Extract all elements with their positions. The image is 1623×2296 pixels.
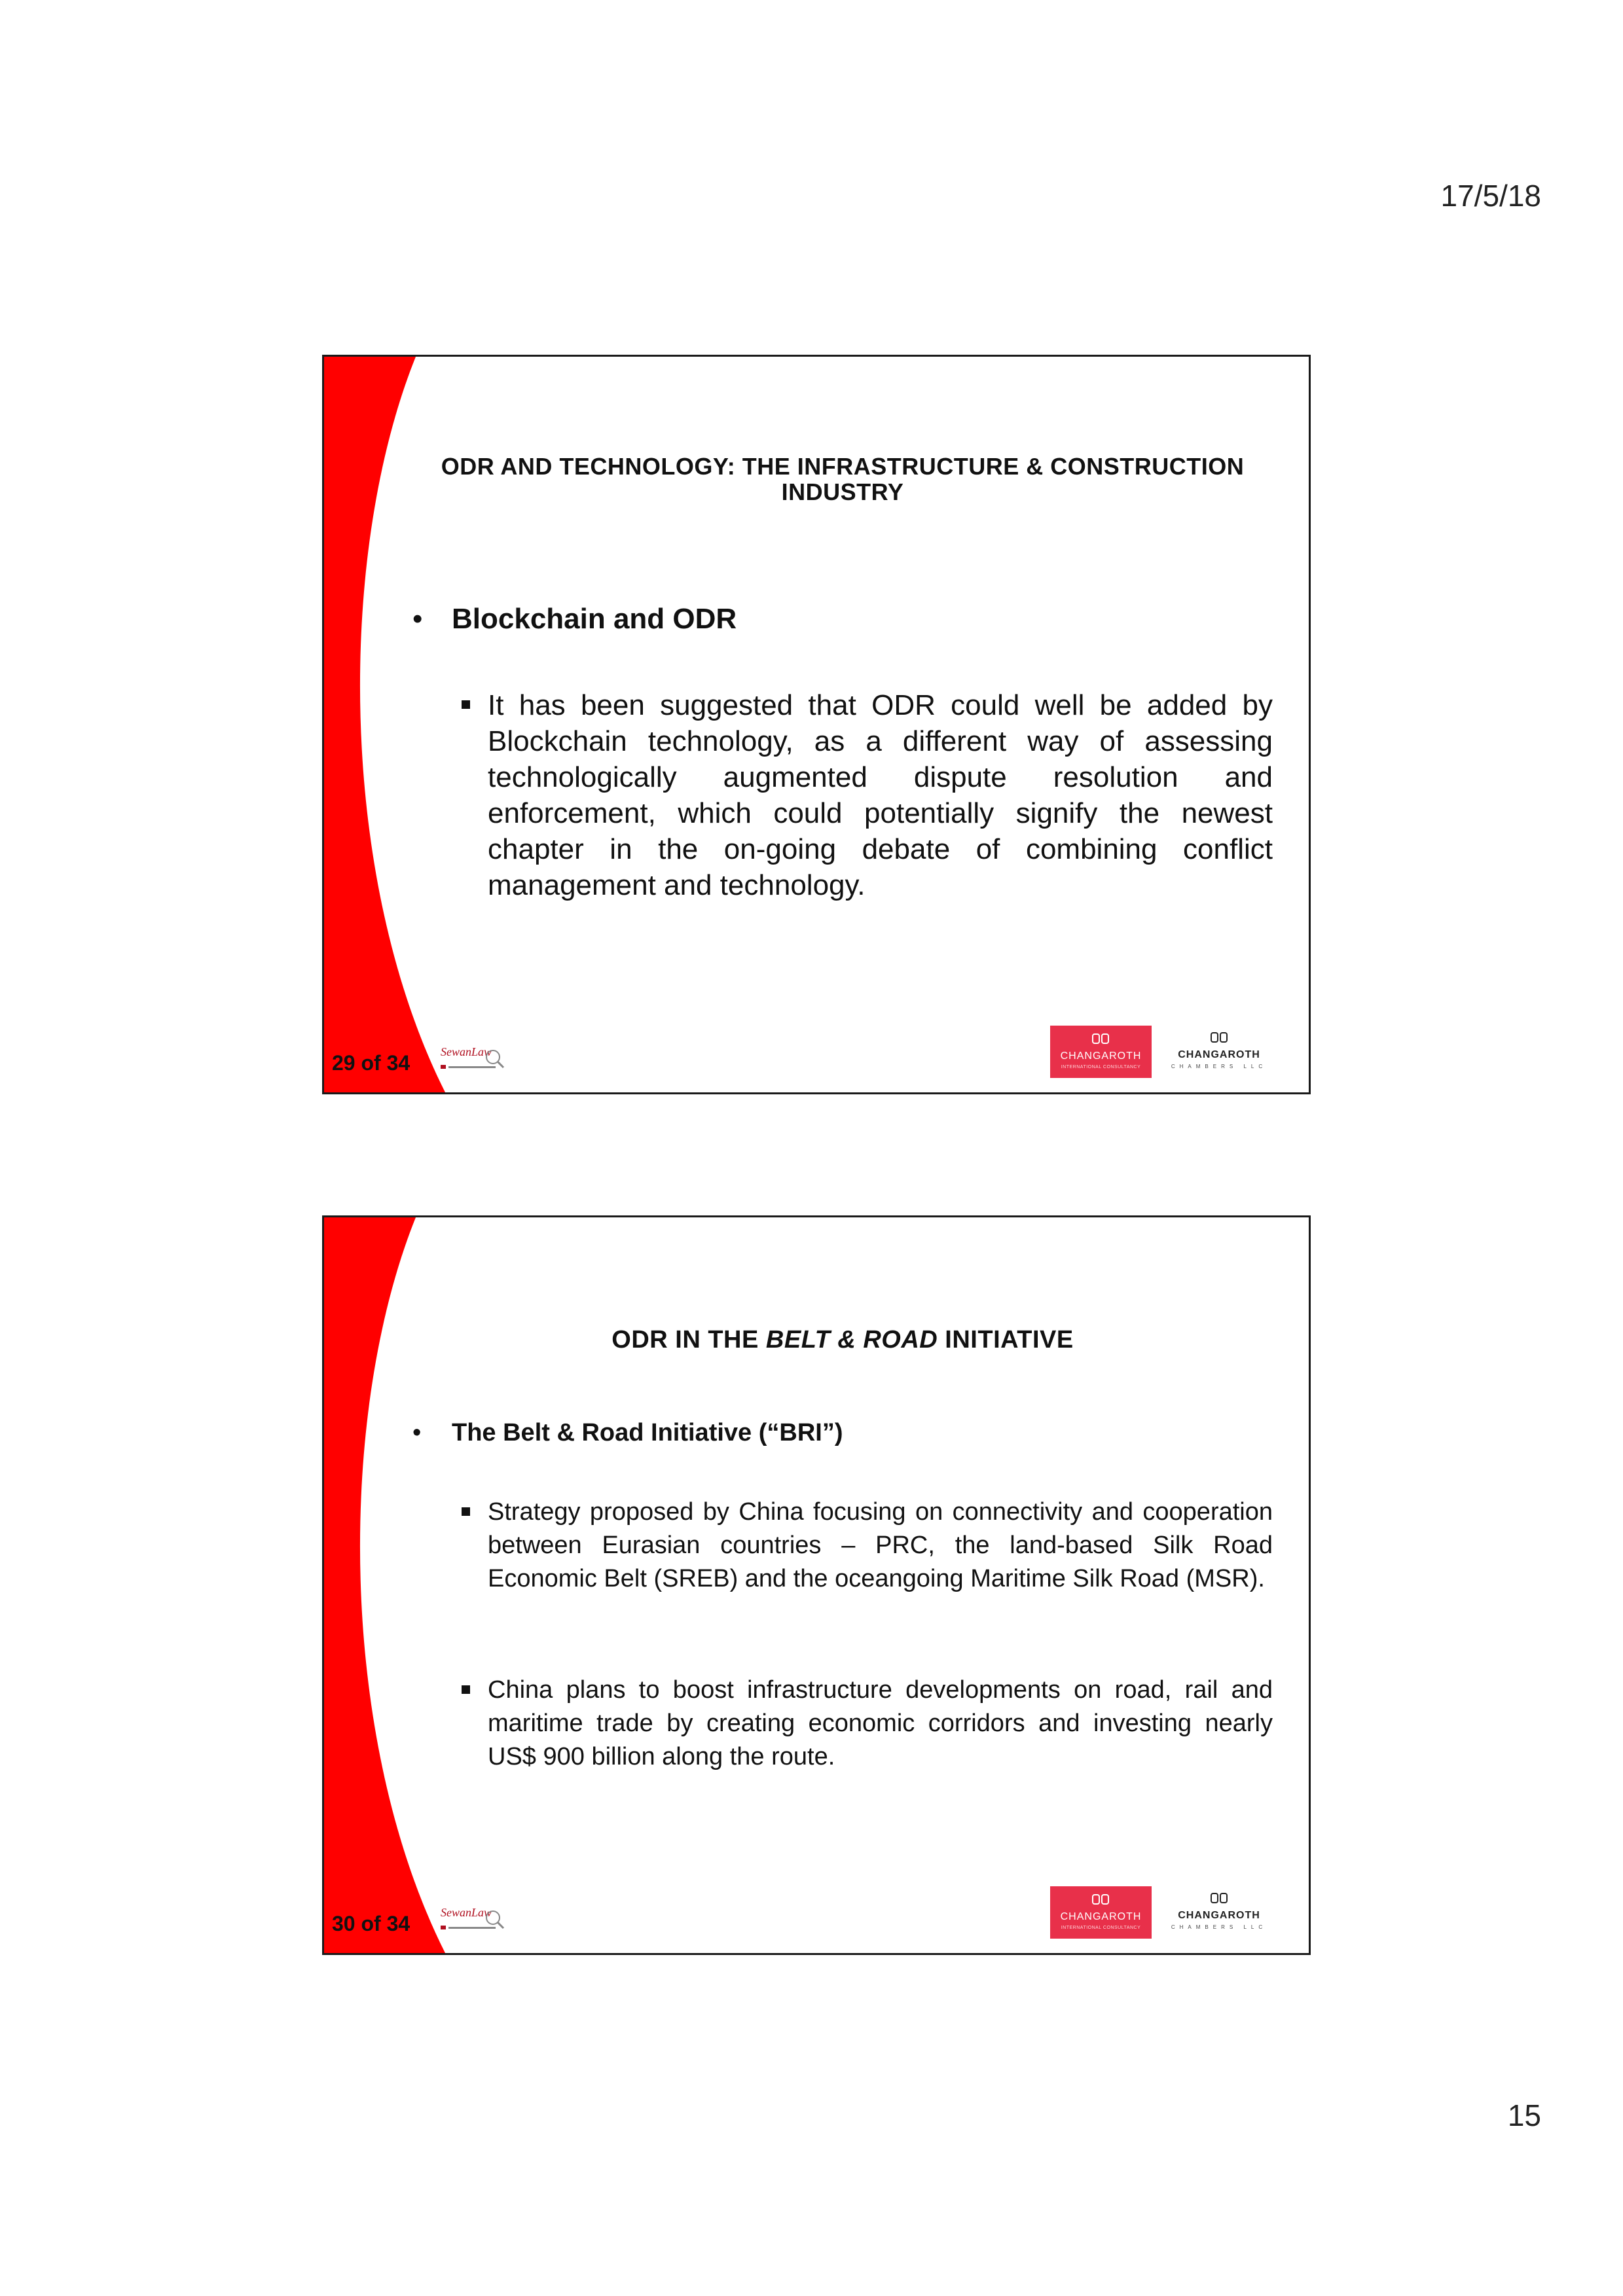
changaroth-mark-icon — [1211, 1893, 1228, 1903]
sewanlaw-logo — [441, 1901, 506, 1936]
bullet-item — [412, 602, 1269, 636]
slide-number: 30 of 34 — [332, 1912, 410, 1935]
slide-number: 29 of 34 — [332, 1051, 410, 1075]
sub-bullet-text: Strategy proposed by China focusing on connectivity and cooperation between Eurasian countries – PRC, the land-based Silk Road Economic Belt (SREB) and the oceangoing Maritime Silk Road (MSR). — [488, 1498, 1273, 1592]
bullet-text: Blockchain and ODR — [452, 603, 737, 635]
slide-title — [416, 1327, 1269, 1353]
logo-sub: CHAMBERS LLC — [1171, 1924, 1267, 1930]
bullet-dot-icon: • — [412, 603, 423, 635]
logo-name: CHANGAROTH — [1060, 1050, 1142, 1062]
bullet-dot-icon: • — [412, 1419, 422, 1446]
logo-sub: INTERNATIONAL CONSULTANCY — [1061, 1065, 1141, 1069]
sub-bullet-text: It has been suggested that ODR could well be added by Blockchain technology, as a different way of assessing technologically augmented dispute resolution and enforcement, which could potentially signify the newest chapter in the on-going debate of combining conflict management and technology. — [488, 689, 1273, 901]
changaroth-mark-icon — [1092, 1894, 1109, 1905]
changaroth-mark-icon — [1211, 1032, 1228, 1043]
square-bullet-icon — [462, 700, 470, 709]
slide-title-prefix: ODR IN THE — [611, 1326, 766, 1354]
slide-title-italic: BELT & ROAD — [765, 1326, 938, 1354]
sub-bullet-text: China plans to boost infrastructure developments on road, rail and maritime trade by creating economic corridors and investing nearly US$ 900 billion along the route. — [488, 1676, 1273, 1770]
logo-sub: CHAMBERS LLC — [1171, 1064, 1267, 1069]
changaroth-consultancy-logo — [1050, 1886, 1152, 1939]
svg-text:SewanLaw: SewanLaw — [441, 1045, 492, 1058]
sewanlaw-logo — [441, 1040, 506, 1075]
bullet-item — [412, 1417, 1269, 1448]
logo-sub: INTERNATIONAL CONSULTANCY — [1061, 1926, 1141, 1930]
page-date: 17/5/18 — [1440, 179, 1541, 213]
changaroth-mark-icon — [1092, 1033, 1109, 1044]
slide-30 — [322, 1215, 1311, 1955]
square-bullet-icon — [462, 1507, 470, 1516]
changaroth-consultancy-logo — [1050, 1026, 1152, 1078]
changaroth-chambers-logo — [1170, 1026, 1268, 1078]
square-bullet-icon — [462, 1685, 470, 1694]
logo-name: CHANGAROTH — [1178, 1049, 1260, 1060]
slide-title-suffix: INITIATIVE — [938, 1326, 1074, 1354]
changaroth-chambers-logo — [1170, 1886, 1268, 1939]
logo-name: CHANGAROTH — [1060, 1911, 1142, 1922]
sub-bullet-item — [462, 687, 1273, 903]
sub-bullet-item — [462, 1496, 1273, 1596]
logo-name: CHANGAROTH — [1178, 1910, 1260, 1921]
slide-title: ODR AND TECHNOLOGY: THE INFRASTRUCTURE & CONSTRUCTION INDUSTRY — [441, 453, 1245, 505]
svg-text:SewanLaw: SewanLaw — [441, 1906, 492, 1919]
page-number: 15 — [1507, 2098, 1541, 2132]
slide-29 — [322, 355, 1311, 1094]
sub-bullet-item — [462, 1674, 1273, 1774]
bullet-text: The Belt & Road Initiative (“BRI”) — [452, 1419, 843, 1446]
